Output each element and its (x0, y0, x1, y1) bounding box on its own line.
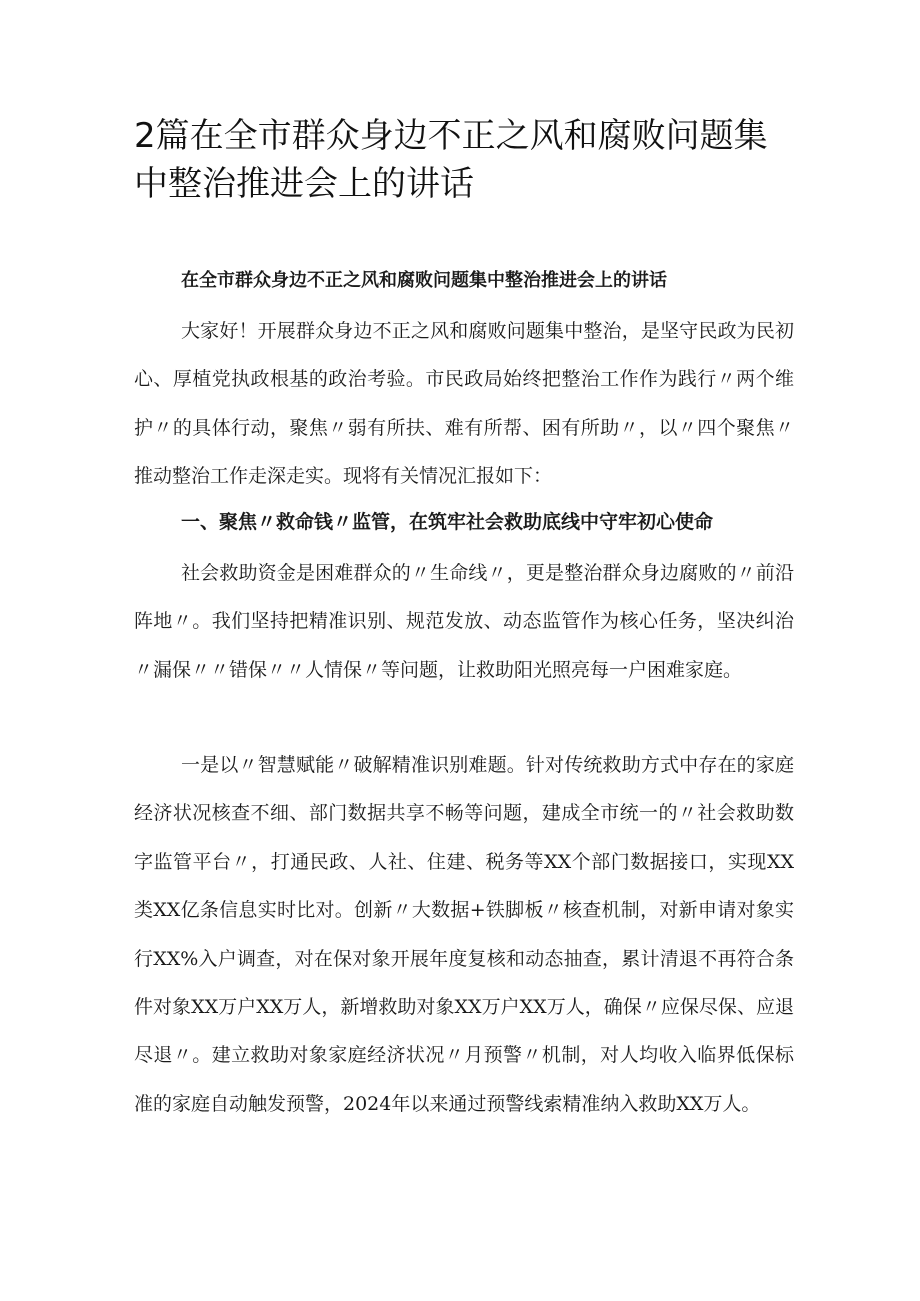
speech-subtitle: 在全市群众身边不正之风和腐败问题集中整治推进会上的讲话 (181, 270, 667, 291)
paragraph-intro: 大家好！开展群众身边不正之风和腐败问题集中整治，是坚守民政为民初心、厚植党执政根基的政治考验。市民政局始终把整治工作作为践行〃两个维护〃的具体行动，聚焦〃弱有所扶、难有所帮、困有所助〃，以〃四个聚焦〃推动整治工作走深走实。现将有关情况汇报如下： (134, 320, 794, 488)
document-title: 2篇在全市群众身边不正之风和腐败问题集中整治推进会上的讲话 (134, 116, 768, 204)
paragraph-section-1-intro: 社会救助资金是困难群众的〃生命线〃，更是整治群众身边腐败的〃前沿阵地〃。我们坚持把精准识别、规范发放、动态监管作为核心任务，坚决纠治〃漏保〃〃错保〃〃人情保〃等问题，让救助阳光照亮每一户困难家庭。 (134, 562, 794, 681)
paragraph-point-1: 一是以〃智慧赋能〃破解精准识别难题。针对传统救助方式中存在的家庭经济状况核查不细、部门数据共享不畅等问题，建成全市统一的〃社会救助数字监管平台〃，打通民政、人社、住建、税务等XX个部门数据接口，实现XX类XX亿条信息实时比对。创新〃大数据+铁脚板〃核查机制，对新申请对象实行XX%入户调查，对在保对象开展年度复核和动态抽查，累计清退不再符合条件对象XX万户XX万人，新增救助对象XX万户XX万人，确保〃应保尽保、应退尽退〃。建立救助对象家庭经济状况〃月预警〃机制，对人均收入临界低保标准的家庭自动触发预警，2024年以来通过预警线索精准纳入救助XX万人。 (134, 754, 794, 1115)
section-heading-1: 一、聚焦〃救命钱〃监管，在筑牢社会救助底线中守牢初心使命 (181, 511, 714, 533)
